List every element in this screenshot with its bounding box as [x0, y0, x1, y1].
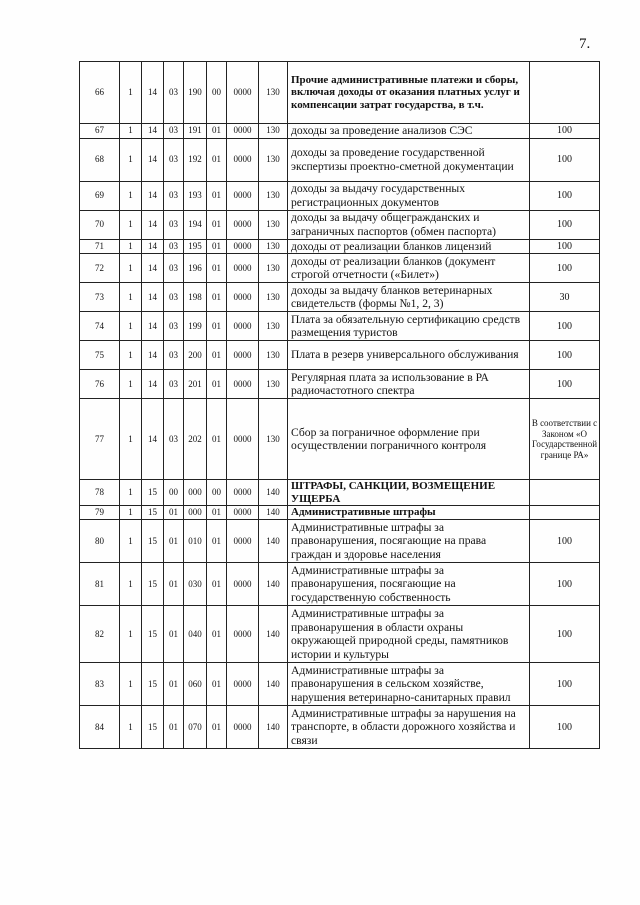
cell-c5: 01 [207, 663, 227, 706]
cell-c1: 1 [120, 283, 142, 312]
cell-description: Сбор за пограничное оформление при осуществлении пограничного контроля [288, 399, 530, 480]
cell-c3: 03 [164, 239, 184, 254]
cell-description: Прочие административные платежи и сборы, включая доходы от оказания платных услуг и компенсации затрат государства, в т.ч. [288, 62, 530, 124]
table-row [80, 399, 600, 480]
table-row [80, 62, 600, 124]
cell-n: 72 [80, 254, 120, 283]
cell-c6: 0000 [227, 399, 259, 480]
cell-c3: 03 [164, 254, 184, 283]
cell-description: доходы за выдачу общегражданских и заграничных паспортов (обмен паспорта) [288, 210, 530, 239]
cell-c7: 130 [259, 181, 288, 210]
cell-amount: 100 [530, 124, 600, 139]
cell-c2: 15 [142, 506, 164, 520]
cell-amount: В соответствии с Законом «О Государственной границе РА» [530, 399, 600, 480]
cell-c6: 0000 [227, 341, 259, 370]
cell-c6: 0000 [227, 210, 259, 239]
cell-c2: 14 [142, 210, 164, 239]
cell-amount: 100 [530, 181, 600, 210]
cell-c4: 060 [184, 663, 207, 706]
cell-c2: 15 [142, 606, 164, 663]
cell-n: 76 [80, 370, 120, 399]
cell-c7: 130 [259, 341, 288, 370]
cell-c1: 1 [120, 312, 142, 341]
cell-n: 78 [80, 480, 120, 506]
table-row [80, 283, 600, 312]
cell-amount [530, 506, 600, 520]
table-row [80, 239, 600, 254]
cell-c6: 0000 [227, 283, 259, 312]
cell-n: 79 [80, 506, 120, 520]
cell-description: Административные штрафы за правонарушения в области охраны окружающей природной среды, памятников истории и культуры [288, 606, 530, 663]
cell-c1: 1 [120, 399, 142, 480]
cell-amount: 100 [530, 706, 600, 749]
cell-c6: 0000 [227, 370, 259, 399]
cell-c5: 01 [207, 606, 227, 663]
cell-c4: 190 [184, 62, 207, 124]
cell-c6: 0000 [227, 312, 259, 341]
cell-n: 71 [80, 239, 120, 254]
cell-amount: 100 [530, 138, 600, 181]
cell-c5: 01 [207, 239, 227, 254]
cell-c1: 1 [120, 138, 142, 181]
cell-description: Административные штрафы за нарушения на транспорте, в области дорожного хозяйства и связи [288, 706, 530, 749]
cell-c2: 14 [142, 283, 164, 312]
cell-n: 66 [80, 62, 120, 124]
cell-c4: 000 [184, 506, 207, 520]
cell-c5: 01 [207, 138, 227, 181]
cell-c2: 15 [142, 563, 164, 606]
cell-c2: 15 [142, 663, 164, 706]
cell-c4: 202 [184, 399, 207, 480]
table-row [80, 370, 600, 399]
table-row [80, 663, 600, 706]
table-row [80, 520, 600, 563]
cell-c1: 1 [120, 124, 142, 139]
cell-c3: 01 [164, 520, 184, 563]
table-row [80, 210, 600, 239]
cell-c5: 01 [207, 520, 227, 563]
table-row [80, 138, 600, 181]
cell-c5: 01 [207, 706, 227, 749]
cell-c4: 070 [184, 706, 207, 749]
cell-c6: 0000 [227, 138, 259, 181]
page-number: 7. [579, 36, 591, 52]
cell-c5: 01 [207, 370, 227, 399]
cell-c1: 1 [120, 663, 142, 706]
cell-c2: 14 [142, 370, 164, 399]
cell-c7: 130 [259, 254, 288, 283]
cell-description: Административные штрафы за правонарушения, посягающие на государственную собственность [288, 563, 530, 606]
cell-c6: 0000 [227, 663, 259, 706]
cell-c1: 1 [120, 480, 142, 506]
cell-c7: 140 [259, 563, 288, 606]
cell-c2: 14 [142, 181, 164, 210]
cell-amount: 30 [530, 283, 600, 312]
cell-c2: 15 [142, 480, 164, 506]
cell-c7: 130 [259, 124, 288, 139]
cell-c5: 00 [207, 62, 227, 124]
cell-c4: 200 [184, 341, 207, 370]
cell-c1: 1 [120, 239, 142, 254]
cell-c7: 130 [259, 62, 288, 124]
cell-c4: 040 [184, 606, 207, 663]
cell-c1: 1 [120, 606, 142, 663]
cell-c7: 140 [259, 606, 288, 663]
cell-c1: 1 [120, 62, 142, 124]
cell-c5: 00 [207, 480, 227, 506]
cell-c1: 1 [120, 506, 142, 520]
cell-n: 77 [80, 399, 120, 480]
cell-c3: 03 [164, 62, 184, 124]
cell-c2: 14 [142, 341, 164, 370]
cell-n: 84 [80, 706, 120, 749]
cell-n: 67 [80, 124, 120, 139]
cell-amount: 100 [530, 239, 600, 254]
cell-c4: 195 [184, 239, 207, 254]
cell-c6: 0000 [227, 181, 259, 210]
cell-c4: 191 [184, 124, 207, 139]
cell-c4: 000 [184, 480, 207, 506]
cell-n: 81 [80, 563, 120, 606]
cell-amount: 100 [530, 254, 600, 283]
cell-c1: 1 [120, 254, 142, 283]
cell-c6: 0000 [227, 254, 259, 283]
cell-c1: 1 [120, 370, 142, 399]
cell-c2: 15 [142, 520, 164, 563]
cell-c3: 01 [164, 563, 184, 606]
cell-c6: 0000 [227, 506, 259, 520]
table-row [80, 706, 600, 749]
cell-c2: 14 [142, 399, 164, 480]
cell-amount: 100 [530, 520, 600, 563]
cell-description: доходы за выдачу бланков ветеринарных свидетельств (формы №1, 2, 3) [288, 283, 530, 312]
cell-amount [530, 480, 600, 506]
cell-description: Регулярная плата за использование в РА радиочастотного спектра [288, 370, 530, 399]
cell-c3: 03 [164, 181, 184, 210]
cell-description: Административные штрафы [288, 506, 530, 520]
table-row [80, 480, 600, 506]
cell-description: Административные штрафы за правонарушения, посягающие на права граждан и здоровье населения [288, 520, 530, 563]
cell-c5: 01 [207, 283, 227, 312]
cell-c4: 198 [184, 283, 207, 312]
cell-c6: 0000 [227, 480, 259, 506]
cell-amount [530, 62, 600, 124]
cell-c3: 01 [164, 706, 184, 749]
cell-c2: 14 [142, 312, 164, 341]
cell-c6: 0000 [227, 124, 259, 139]
table-row [80, 124, 600, 139]
cell-c7: 140 [259, 520, 288, 563]
cell-n: 73 [80, 283, 120, 312]
cell-c5: 01 [207, 563, 227, 606]
table-row [80, 563, 600, 606]
cell-n: 70 [80, 210, 120, 239]
cell-c4: 199 [184, 312, 207, 341]
cell-c7: 130 [259, 138, 288, 181]
cell-description: Административные штрафы за правонарушения в сельском хозяйстве, нарушения ветеринарно-санитарных правил [288, 663, 530, 706]
cell-c4: 010 [184, 520, 207, 563]
cell-c6: 0000 [227, 62, 259, 124]
cell-description: доходы от реализации бланков (документ строгой отчетности («Билет») [288, 254, 530, 283]
cell-description: доходы от реализации бланков лицензий [288, 239, 530, 254]
cell-n: 82 [80, 606, 120, 663]
table-row [80, 181, 600, 210]
cell-c1: 1 [120, 210, 142, 239]
cell-c4: 030 [184, 563, 207, 606]
cell-c4: 192 [184, 138, 207, 181]
cell-c3: 03 [164, 283, 184, 312]
cell-n: 69 [80, 181, 120, 210]
cell-c3: 03 [164, 399, 184, 480]
cell-n: 83 [80, 663, 120, 706]
table-row [80, 606, 600, 663]
cell-c3: 01 [164, 606, 184, 663]
cell-c7: 130 [259, 210, 288, 239]
cell-c7: 140 [259, 506, 288, 520]
cell-amount: 100 [530, 312, 600, 341]
cell-c5: 01 [207, 506, 227, 520]
cell-c2: 14 [142, 124, 164, 139]
cell-c2: 14 [142, 138, 164, 181]
cell-c3: 03 [164, 210, 184, 239]
cell-c7: 140 [259, 706, 288, 749]
table-row [80, 506, 600, 520]
cell-amount: 100 [530, 563, 600, 606]
cell-c3: 03 [164, 370, 184, 399]
cell-n: 80 [80, 520, 120, 563]
cell-n: 75 [80, 341, 120, 370]
cell-c6: 0000 [227, 563, 259, 606]
cell-c4: 196 [184, 254, 207, 283]
cell-amount: 100 [530, 210, 600, 239]
cell-amount: 100 [530, 370, 600, 399]
cell-c4: 194 [184, 210, 207, 239]
cell-c3: 01 [164, 663, 184, 706]
cell-n: 74 [80, 312, 120, 341]
cell-c6: 0000 [227, 606, 259, 663]
cell-c3: 03 [164, 312, 184, 341]
cell-c3: 03 [164, 138, 184, 181]
cell-description: доходы за проведение государственной экспертизы проектно-сметной документации [288, 138, 530, 181]
table-body [80, 62, 600, 749]
cell-c5: 01 [207, 399, 227, 480]
cell-c5: 01 [207, 181, 227, 210]
cell-c5: 01 [207, 124, 227, 139]
cell-c7: 140 [259, 480, 288, 506]
cell-c7: 130 [259, 312, 288, 341]
cell-amount: 100 [530, 606, 600, 663]
cell-c1: 1 [120, 341, 142, 370]
cell-c2: 14 [142, 62, 164, 124]
cell-description: доходы за проведение анализов СЭС [288, 124, 530, 139]
cell-c1: 1 [120, 563, 142, 606]
cell-c2: 14 [142, 239, 164, 254]
cell-n: 68 [80, 138, 120, 181]
cell-c5: 01 [207, 312, 227, 341]
cell-c3: 03 [164, 341, 184, 370]
cell-c7: 130 [259, 283, 288, 312]
cell-c2: 15 [142, 706, 164, 749]
cell-c4: 201 [184, 370, 207, 399]
cell-c7: 130 [259, 370, 288, 399]
cell-c7: 140 [259, 663, 288, 706]
cell-c1: 1 [120, 706, 142, 749]
budget-revenue-table [79, 61, 600, 749]
cell-c5: 01 [207, 254, 227, 283]
cell-amount: 100 [530, 663, 600, 706]
cell-description: ШТРАФЫ, САНКЦИИ, ВОЗМЕЩЕНИЕ УЩЕРБА [288, 480, 530, 506]
cell-c1: 1 [120, 520, 142, 563]
cell-c3: 03 [164, 124, 184, 139]
cell-c4: 193 [184, 181, 207, 210]
cell-c3: 01 [164, 506, 184, 520]
cell-description: Плата за обязательную сертификацию средств размещения туристов [288, 312, 530, 341]
cell-c5: 01 [207, 210, 227, 239]
cell-c6: 0000 [227, 239, 259, 254]
cell-c5: 01 [207, 341, 227, 370]
table-row [80, 254, 600, 283]
table-row [80, 341, 600, 370]
cell-c3: 00 [164, 480, 184, 506]
table-row [80, 312, 600, 341]
cell-c7: 130 [259, 239, 288, 254]
cell-c6: 0000 [227, 706, 259, 749]
cell-amount: 100 [530, 341, 600, 370]
cell-c6: 0000 [227, 520, 259, 563]
cell-description: Плата в резерв универсального обслуживания [288, 341, 530, 370]
cell-description: доходы за выдачу государственных регистрационных документов [288, 181, 530, 210]
cell-c2: 14 [142, 254, 164, 283]
cell-c7: 130 [259, 399, 288, 480]
cell-c1: 1 [120, 181, 142, 210]
